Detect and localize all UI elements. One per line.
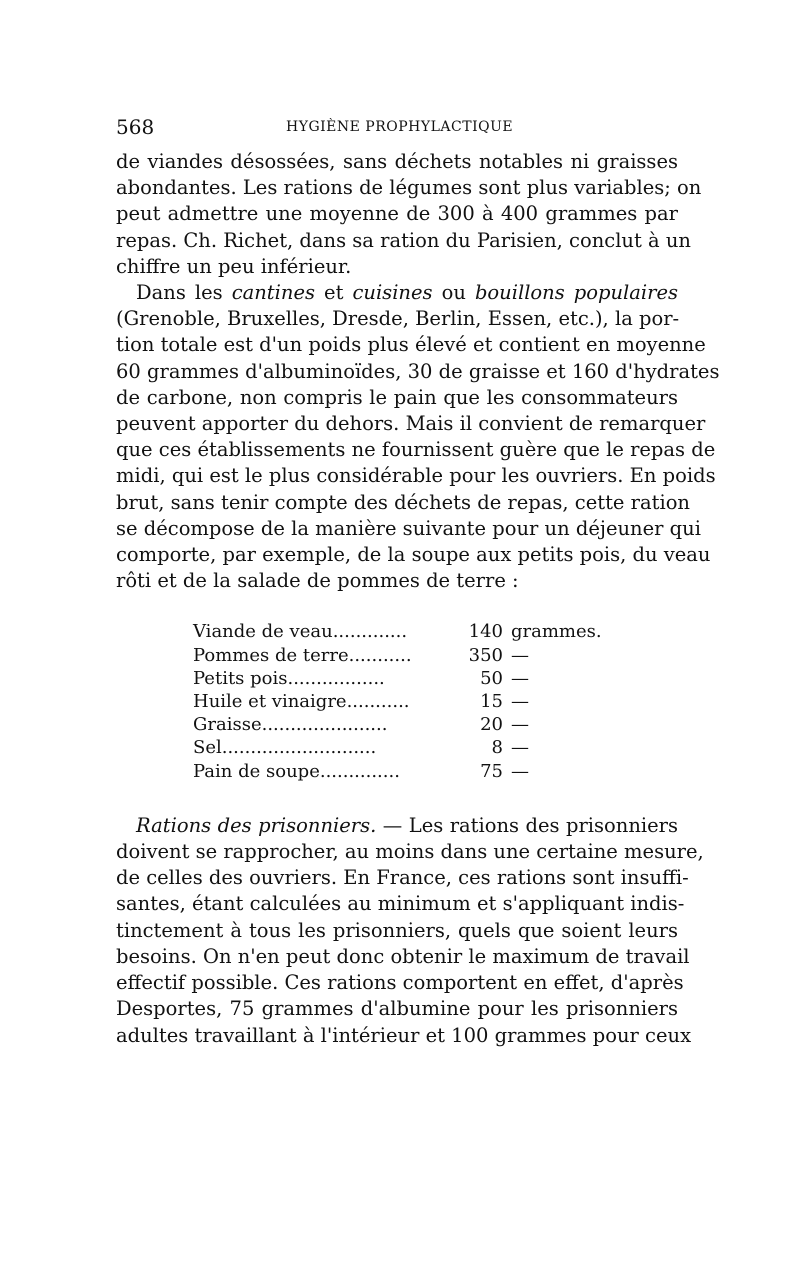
item-name: Graisse...................... xyxy=(193,714,388,736)
item-name: Huile et vinaigre........... xyxy=(193,691,410,713)
text-line: peut admettre une moyenne de 300 à 400 grammes par xyxy=(116,202,678,226)
text-line: tinctement à tous les prisonniers, quels que soient leurs xyxy=(116,918,678,942)
item-quantity: 50 xyxy=(480,667,503,689)
item-name: Petits pois................. xyxy=(193,667,385,689)
text-line: 60 grammes d'albuminoïdes, 30 de graisse et 160 d'hydrates xyxy=(116,359,720,383)
text-line: de carbone, non compris le pain que les consommateurs xyxy=(116,385,678,409)
text-ou: ou xyxy=(432,281,475,305)
table-row xyxy=(193,760,602,783)
text-line: peuvent apporter du dehors. Mais il convient de remarquer xyxy=(116,412,706,436)
item-name: Viande de veau............. xyxy=(193,621,408,643)
item-quantity: 75 xyxy=(480,760,503,782)
text-line: effectif possible. Ces rations comportent en effet, d'après xyxy=(116,971,684,995)
text-cuisines: cuisines xyxy=(352,281,433,305)
text-line: de viandes désossées, sans déchets notables ni graisses xyxy=(116,150,678,173)
text-line: midi, qui est le plus considérable pour les ouvriers. En poids xyxy=(116,464,716,488)
item-unit: — xyxy=(511,737,529,759)
text-line: comporte, par exemple, de la soupe aux petits pois, du veau xyxy=(116,543,711,567)
item-name: Pain de soupe.............. xyxy=(193,760,400,782)
item-unit: — xyxy=(511,691,529,713)
paragraph-cantines xyxy=(116,280,720,594)
text-line: adultes travaillant à l'intérieur et 100 grammes pour ceux xyxy=(116,1023,692,1047)
table-row xyxy=(193,644,602,667)
text-line xyxy=(116,813,678,839)
text-line: santes, étant calculées au minimum et s'appliquant indis- xyxy=(116,892,685,916)
text-continuation: — Les rations des prisonniers xyxy=(376,813,678,837)
book-page xyxy=(116,115,720,1049)
item-name: Pommes de terre........... xyxy=(193,644,412,666)
text-line: se décompose de la manière suivante pour un déjeuner qui xyxy=(116,516,701,540)
item-quantity: 20 xyxy=(480,714,503,736)
item-unit: — xyxy=(511,760,529,782)
section-heading: Rations des prisonniers. xyxy=(136,813,377,837)
text-line: Desportes, 75 grammes d'albumine pour les prisonniers xyxy=(116,997,678,1021)
text-line: abondantes. Les rations de légumes sont plus variables; on xyxy=(116,176,702,200)
table-row xyxy=(193,667,602,690)
paragraph-meat-vegetables xyxy=(116,149,702,280)
text-cantines: cantines xyxy=(231,281,315,305)
text-line: rôti et de la salade de pommes de terre : xyxy=(116,569,519,593)
page-header xyxy=(116,115,678,145)
item-name: Sel........................... xyxy=(193,737,377,759)
text-line: que ces établissements ne fournissent guère que le repas de xyxy=(116,438,716,462)
running-title: HYGIÈNE PROPHYLACTIQUE xyxy=(286,119,514,135)
text-bouillons-populaires: bouillons populaires xyxy=(474,281,679,305)
table-row xyxy=(193,620,602,643)
item-quantity: 350 xyxy=(468,644,503,666)
item-unit: — xyxy=(511,667,529,689)
table-row xyxy=(193,690,602,713)
item-unit: — xyxy=(511,644,529,666)
paragraph-prisonniers xyxy=(116,813,704,1049)
text-line: tion totale est d'un poids plus élevé et contient en moyenne xyxy=(116,333,706,357)
text-line: de celles des ouvriers. En France, ces rations sont insuffi- xyxy=(116,866,689,890)
text-line xyxy=(116,280,678,306)
rations-table xyxy=(193,620,602,782)
item-quantity: 140 xyxy=(468,621,503,643)
text-line: besoins. On n'en peut donc obtenir le maximum de travail xyxy=(116,944,690,968)
item-unit: grammes. xyxy=(511,621,602,643)
text-line: brut, sans tenir compte des déchets de repas, cette ration xyxy=(116,490,690,514)
item-quantity: 8 xyxy=(491,737,503,759)
text-line: doivent se rapprocher, au moins dans une certaine mesure, xyxy=(116,840,704,864)
page-number: 568 xyxy=(116,115,155,139)
text-line: repas. Ch. Richet, dans sa ration du Parisien, conclut à un xyxy=(116,228,691,252)
text-dans-les: Dans les xyxy=(136,281,232,305)
text-line: (Grenoble, Bruxelles, Dresde, Berlin, Essen, etc.), la por- xyxy=(116,307,680,331)
text-et: et xyxy=(315,281,353,305)
table-row xyxy=(193,736,602,759)
item-unit: — xyxy=(511,714,529,736)
item-quantity: 15 xyxy=(480,691,503,713)
text-line: chiffre un peu inférieur. xyxy=(116,254,352,278)
table-row xyxy=(193,713,602,736)
